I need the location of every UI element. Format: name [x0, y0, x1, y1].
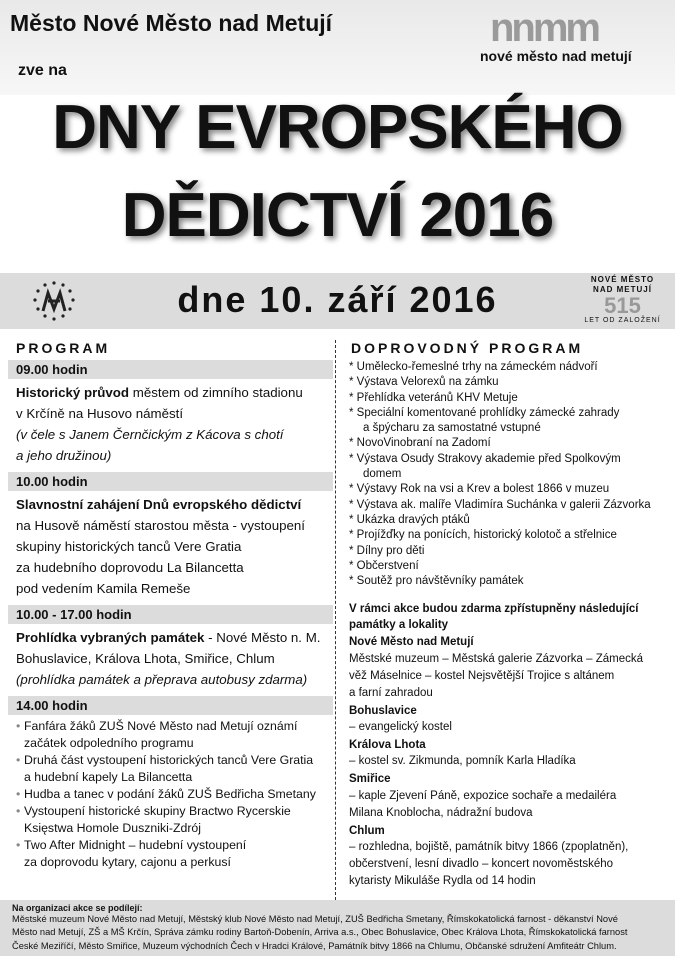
list-item: [16, 803, 333, 837]
list-item: * Ukázka dravých ptáků: [349, 513, 470, 526]
monuments-heading-line2: památky a lokality: [349, 619, 449, 632]
monuments-heading: [343, 601, 668, 633]
item-text: • Hudba a tanec v podání žáků ZUŠ Bedřicha Smetany: [24, 787, 316, 801]
item-text: • Vystoupení historické skupiny Bractwo Rycerskie: [24, 804, 291, 818]
side-program-column: [343, 340, 668, 890]
list-item: * Výstava ak. malíře Vladimíra Suchánka v galerii Zázvorka: [349, 498, 651, 511]
place-name: Bohuslavice: [349, 704, 417, 717]
partners-heading: Na organizaci akce se podílejí:: [12, 903, 143, 913]
item-text: • Fanfára žáků ZUŠ Nové Město nad Metují oznámí: [24, 719, 298, 733]
list-item: * NovoVinobraní na Zadomí: [349, 437, 491, 450]
list-item: * Občerstvení: [349, 559, 419, 572]
place-name: Nové Město nad Metují: [349, 636, 474, 649]
town-logo: [480, 6, 665, 66]
side-program-heading: DOPROVODNÝ PROGRAM: [351, 340, 584, 356]
opening-line5: pod vedením Kamila Remeše: [16, 581, 191, 596]
anniversary-badge: [580, 275, 665, 327]
partners-line: Město nad Metují, ZŠ a MŠ Krčín, Správa zámku rodiny Bartoň-Dobenín, Arriva a.s., Obec Bohuslavice, Obec Králova Lhota, Římskokatolická farnost: [12, 927, 628, 938]
event-title-line2: DĚDICTVÍ 2016: [121, 181, 554, 250]
block-procession: [8, 382, 333, 466]
block-opening: [8, 494, 333, 599]
place-desc: [343, 753, 668, 770]
list-item: [16, 718, 333, 752]
list-item: * Umělecko-řemeslné trhy na zámeckém nádvoří: [349, 361, 598, 373]
partners-footer: [0, 900, 675, 956]
list-item-cont: a špýcharu za samostatné vstupné: [363, 422, 541, 435]
place-desc: [343, 788, 668, 822]
place-line: – kostel sv. Zikmunda, pomník Karla Hladíka: [349, 755, 576, 768]
item-text: • Two After Midnight – hudební vystoupení: [24, 838, 247, 852]
tour-title: Prohlídka vybraných památek: [16, 630, 205, 645]
procession-text: městem od zimního stadionu: [129, 385, 303, 400]
program-column: [8, 340, 333, 871]
list-item: [16, 837, 333, 871]
program-heading: PROGRAM: [16, 340, 111, 356]
place-line: Městské muzeum – Městská galerie Zázvorka – Zámecká: [349, 652, 643, 665]
organizer-title: Město Nové Město nad Metují: [10, 10, 333, 36]
list-item: * Soutěž pro návštěvníky památek: [349, 575, 524, 588]
badge-number: 515: [604, 293, 641, 318]
tour-note: (prohlídka památek a přeprava autobusy zdarma): [16, 672, 308, 687]
list-item: * Výstava Velorexů na zámku: [349, 376, 499, 389]
place-line: a farní zahradou: [349, 686, 433, 699]
list-item-cont: domem: [363, 468, 402, 481]
event-date: dne 10. září 2016: [177, 279, 498, 320]
item-text: začátek odpoledního programu: [24, 736, 194, 750]
time-1000: 10.00 hodin: [8, 472, 333, 491]
monuments-heading-line1: V rámci akce budou zdarma zpřístupněny následující: [349, 603, 639, 616]
item-text: Księstwa Homole Duszniki-Zdrój: [24, 821, 201, 835]
badge-line2: NAD METUJÍ: [593, 285, 652, 294]
procession-note1: (v čele s Janem Černčickým z Kácova s chotí: [16, 427, 284, 442]
logo-mark-icon: nnmm: [490, 6, 598, 50]
invite-text: zve na: [18, 62, 67, 79]
list-item: * Dílny pro děti: [349, 544, 425, 557]
time-1400: 14.00 hodin: [8, 696, 333, 715]
place-line: Milana Knoblocha, nádražní budova: [349, 806, 533, 819]
badge-line3: LET OD ZALOŽENÍ: [584, 317, 661, 324]
place-line: kytaristy Mikuláše Rydla od 14 hodin: [349, 874, 536, 887]
opening-line3: skupiny historických tanců Vere Gratia: [16, 539, 242, 554]
partners-line: Městské muzeum Nové Město nad Metují, Městský klub Nové Město nad Metují, ZUŠ Bedřicha Smetany, Římskokatolická farnost - děkanství Nové: [12, 914, 618, 924]
tour-line2: Bohuslavice, Králova Lhota, Smiřice, Chlum: [16, 651, 275, 666]
item-text: za doprovodu kytary, cajonu a perkusí: [24, 855, 231, 869]
procession-line2: v Krčíně na Husovo náměstí: [16, 406, 184, 421]
place-name: Chlum: [349, 824, 385, 837]
tour-text: - Nové Město n. M.: [204, 630, 321, 645]
place-line: – kaple Zjevení Páně, expozice sochaře a medailéra: [349, 789, 617, 802]
list-item: * Přehlídka veteránů KHV Metuje: [349, 391, 518, 404]
opening-title: Slavnostní zahájení Dnů evropského dědictví: [16, 497, 302, 512]
partners-text: [12, 913, 662, 953]
opening-line2: na Husově náměstí starostou města - vystoupení: [16, 518, 305, 533]
place-line: – evangelický kostel: [349, 721, 452, 734]
place-desc: [343, 719, 668, 736]
place-desc: [343, 839, 668, 890]
list-item: [16, 786, 333, 803]
time-1000-1700: 10.00 - 17.00 hodin: [8, 605, 333, 624]
place-name: Smiřice: [349, 773, 391, 786]
side-program-list: [343, 360, 668, 589]
procession-title: Historický průvod: [16, 385, 130, 400]
list-item: * Výstava Osudy Strakovy akademie před Spolkovým: [349, 452, 621, 465]
place-line: – rozhledna, bojiště, památník bitvy 1866 (zpoplatněn),: [349, 840, 629, 853]
column-divider: [335, 340, 336, 900]
date-band: [0, 273, 675, 329]
block-tour: [8, 627, 333, 690]
time-0900: 09.00 hodin: [8, 360, 333, 379]
list-item: * Výstavy Rok na vsi a Krev a bolest 1866 v muzeu: [349, 483, 610, 496]
place-line: věž Máselnice – kostel Nejsvětější Trojice s altánem: [349, 669, 615, 682]
list-item: * Speciální komentované prohlídky zámecké zahrady: [349, 406, 620, 419]
event-title-line1: DNY EVROPSKÉHO: [52, 93, 623, 162]
partners-line: České Meziříčí, Město Smiřice, Muzeum východních Čech v Hradci Králové, Památník bitvy 1866 na Chlumu, Občanské sdružení Amfiteátr Chlum.: [12, 940, 617, 951]
place-line: občerstvení, lesní divadlo – koncert novoměstského: [349, 857, 614, 870]
badge-line1: NOVÉ MĚSTO: [590, 275, 655, 284]
afternoon-list: [8, 718, 333, 871]
place-desc: [343, 651, 668, 702]
list-item: * Projížďky na ponících, historický kolotoč a střelnice: [349, 529, 617, 542]
logo-text: nové město nad metují: [480, 48, 632, 64]
list-item: [16, 752, 333, 786]
place-name: Králova Lhota: [349, 739, 426, 752]
item-text: • Druhá část vystoupení historických tanců Vere Gratia: [24, 753, 314, 767]
item-text: a hudební kapely La Bilancetta: [24, 770, 193, 784]
opening-line4: za hudebního doprovodu La Bilancetta: [16, 560, 244, 575]
procession-note2: a jeho družinou): [16, 448, 112, 463]
